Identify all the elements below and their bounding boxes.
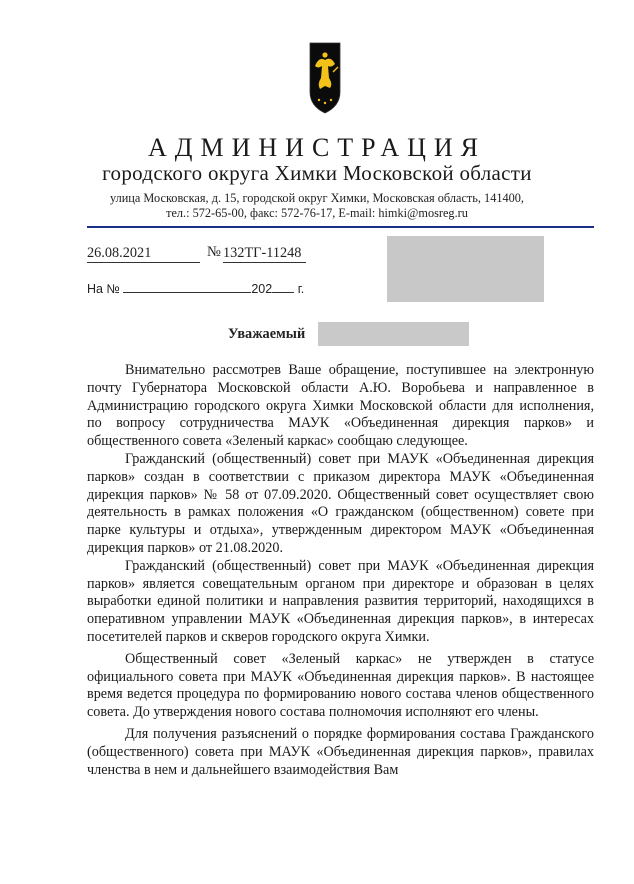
document-number: 132ТГ-11248 <box>223 244 306 263</box>
letterhead-divider <box>87 226 594 228</box>
paragraph: Для получения разъяснений о порядке формирования состава Гражданского (общественного) совета при МАУК «Объединенная дирекция парков», правилах членства в нем и дальнейшего взаимодействия Вам <box>87 725 594 778</box>
coat-of-arms-crest-icon <box>309 42 341 114</box>
letter-body <box>87 362 594 779</box>
number-sign: № <box>207 244 221 260</box>
greeting: Уважаемый <box>228 326 306 342</box>
paragraph: Внимательно рассмотрев Ваше обращение, поступившее на электронную почту Губернатора Московской области А.Ю. Воробьева и направленное в Администрацию городского округа Химки Московской области для исполнения, по вопросу сотрудничества МАУК «Объединенная дирекция парков» и общественного совета «Зеленый каркас» сообщаю следующее. <box>87 362 594 450</box>
paragraph: Гражданский (общественный) совет при МАУК «Объединенная дирекция парков» создан в соответствии с приказом директора МАУК «Объединенная дирекция парков» № 58 от 07.09.2020. Общественный совет осуществляет свою деятельность в рамках положения «О гражданском (общественном) совете при парке культуры и отдыха», утвержденным директором МАУК «Объединенная дирекция парков» от 21.08.2020. <box>87 450 594 556</box>
letterhead-address <box>0 191 634 221</box>
contacts-line: тел.: 572-65-00, факс: 572-76-17, E-mail: himki@mosreg.ru <box>166 206 468 220</box>
letterhead-title: АДМИНИСТРАЦИЯ <box>148 133 486 162</box>
reply-suffix: г. <box>297 282 305 296</box>
letterhead-subtitle: городского округа Химки Московской области <box>102 161 532 185</box>
reply-year: 202 <box>251 282 273 296</box>
redacted-recipient-block <box>387 236 544 302</box>
reply-number-blank <box>123 292 251 293</box>
reply-reference <box>87 280 304 298</box>
paragraph: Общественный совет «Зеленый каркас» не утвержден в статусе официального совета при МАУК «Объединенная дирекция парков». В настоящее время ведется процедура по формированию нового состава членов общественного совета. До утверждения нового состава полномочия исполняют его члены. <box>87 650 594 721</box>
paragraph: Гражданский (общественный) совет при МАУК «Объединенная дирекция парков» является совещательным органом при директоре и образован в целях выработки единой политики и направления развития территорий, находящихся в оперативном управлении МАУК «Объединенная дирекция парков», в интересах посетителей парков и скверов городского округа Химки. <box>87 557 594 645</box>
address-line: улица Московская, д. 15, городской округ Химки, Московская область, 141400, <box>109 191 525 205</box>
redacted-recipient-name <box>318 322 469 346</box>
reply-prefix: На № <box>87 282 120 296</box>
reply-year-blank <box>272 292 294 293</box>
document-date: 26.08.2021 <box>87 244 200 263</box>
